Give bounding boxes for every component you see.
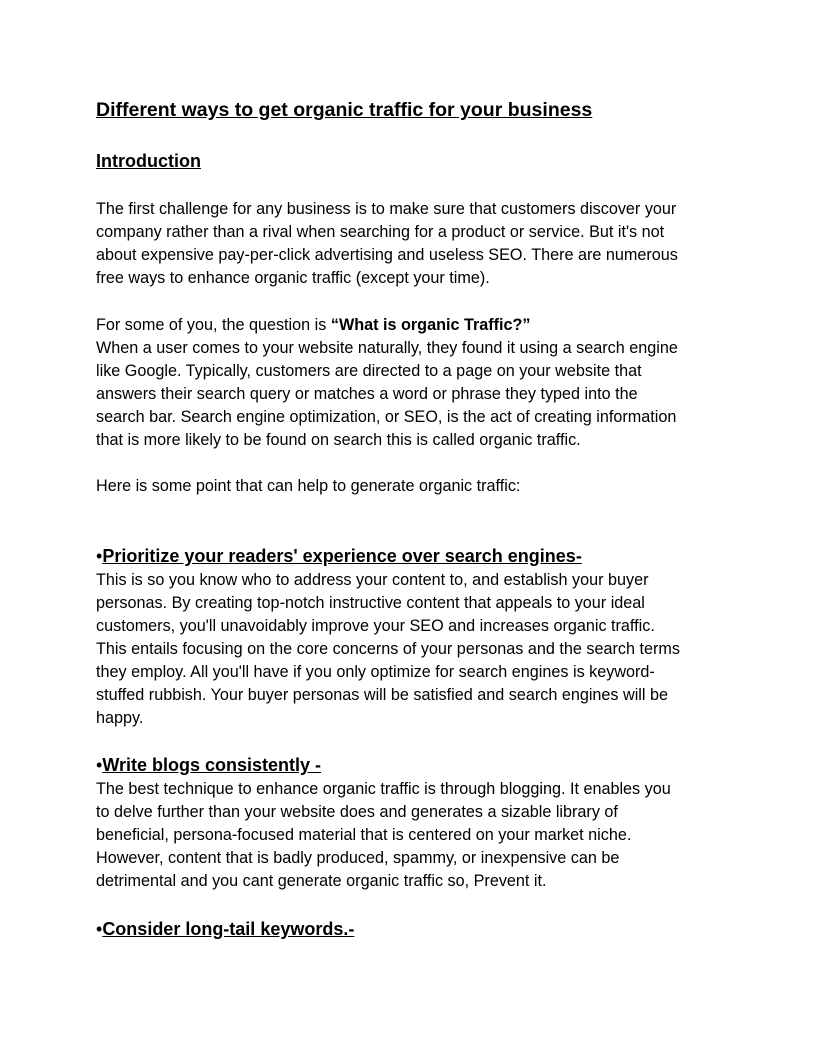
section-body-prioritize <box>96 569 726 730</box>
section-heading-prioritize <box>96 545 582 567</box>
section-heading-blogs <box>96 754 321 776</box>
section-heading-text: Prioritize your readers' experience over search engines- <box>102 546 582 566</box>
section-line: The best technique to enhance organic traffic is through blogging. It enables you <box>96 780 671 798</box>
document-title: Different ways to get organic traffic for your business <box>96 99 593 121</box>
section-body-blogs <box>96 778 726 893</box>
answer-line: search bar. Search engine optimization, or SEO, is the act of creating information <box>96 408 677 426</box>
question-prefix: For some of you, the question is <box>96 316 331 334</box>
section-line: happy. <box>96 709 144 727</box>
intro-paragraph <box>96 198 726 290</box>
section-line: detrimental and you cant generate organic traffic so, Prevent it. <box>96 872 547 890</box>
section-line: they employ. All you'll have if you only optimize for search engines is keyword- <box>96 663 655 681</box>
introduction-heading: Introduction <box>96 151 201 171</box>
points-intro <box>96 475 726 498</box>
section-line: stuffed rubbish. Your buyer personas will be satisfied and search engines will be <box>96 686 669 704</box>
section-heading-longtail <box>96 918 354 940</box>
section-heading-text: Write blogs consistently - <box>102 755 322 775</box>
answer-line: like Google. Typically, customers are directed to a page on your website that <box>96 362 642 380</box>
section-heading-text: Consider long-tail keywords.- <box>102 919 355 939</box>
bullet: • <box>96 919 103 939</box>
answer-line: that is more likely to be found on search this is called organic traffic. <box>96 431 581 449</box>
section-line: This is so you know who to address your content to, and establish your buyer <box>96 571 649 589</box>
section-line: customers, you'll unavoidably improve your SEO and increases organic traffic. <box>96 617 655 635</box>
question-line <box>96 314 531 337</box>
bullet: • <box>96 546 103 566</box>
points-intro-text: Here is some point that can help to generate organic traffic: <box>96 477 521 495</box>
answer-paragraph <box>96 337 726 452</box>
answer-line: answers their search query or matches a word or phrase they typed into the <box>96 385 638 403</box>
section-line: This entails focusing on the core concerns of your personas and the search terms <box>96 640 680 658</box>
intro-line: The first challenge for any business is to make sure that customers discover your <box>96 200 677 218</box>
section-line: to delve further than your website does and generates a sizable library of <box>96 803 618 821</box>
section-line: beneficial, persona-focused material that is centered on your market niche. <box>96 826 632 844</box>
question-bold: “What is organic Traffic?” <box>330 316 531 334</box>
section-line: However, content that is badly produced, spammy, or inexpensive can be <box>96 849 620 867</box>
intro-line: about expensive pay-per-click advertising and useless SEO. There are numerous <box>96 246 678 264</box>
bullet: • <box>96 755 103 775</box>
intro-line: free ways to enhance organic traffic (except your time). <box>96 269 490 287</box>
answer-line: When a user comes to your website naturally, they found it using a search engine <box>96 339 678 357</box>
section-line: personas. By creating top-notch instructive content that appeals to your ideal <box>96 594 645 612</box>
intro-line: company rather than a rival when searching for a product or service. But it's not <box>96 223 665 241</box>
